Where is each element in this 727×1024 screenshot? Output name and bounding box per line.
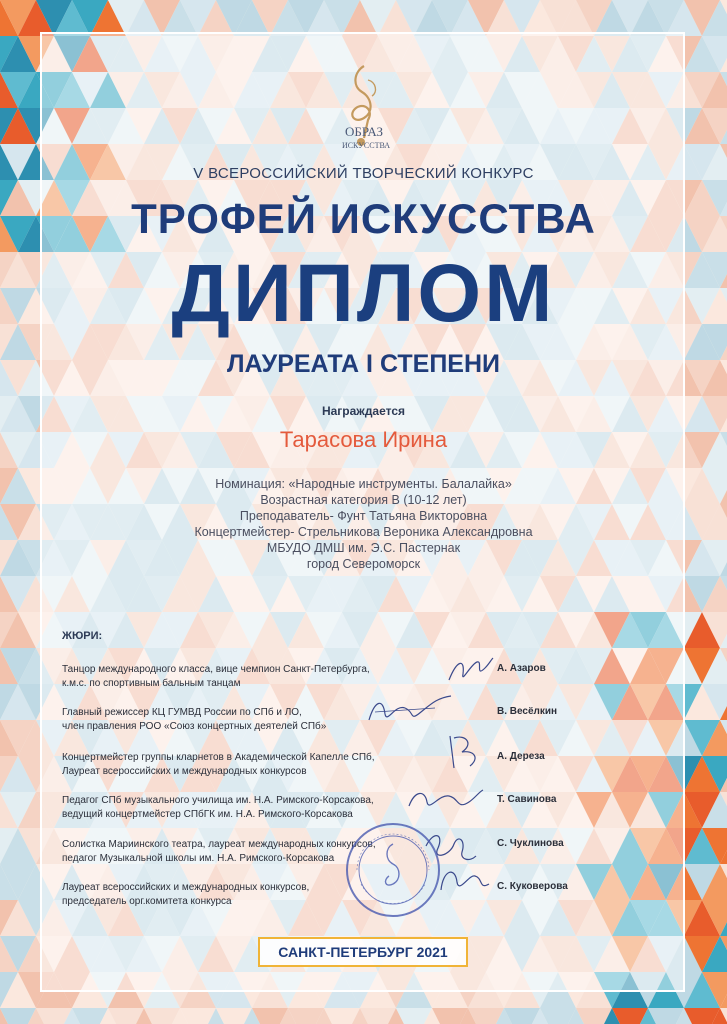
- jury-member-name: С. Куковерова: [497, 881, 568, 892]
- jury-member-name: А. Азаров: [497, 663, 546, 674]
- jury-desc-line: член правления РОО «Союз концертных деятелей СПб»: [62, 721, 327, 732]
- jury-desc-line: председатель орг.комитета конкурса: [62, 896, 232, 907]
- organization-stamp-icon: [343, 820, 443, 920]
- award-details: [0, 476, 727, 572]
- contest-title: ТРОФЕЙ ИСКУССТВА: [131, 195, 596, 242]
- detail-line: Концертмейстер- Стрельникова Вероника Александровна: [194, 525, 533, 539]
- jury-member-name: С. Чуклинова: [497, 838, 564, 849]
- detail-line: город Североморск: [306, 557, 421, 571]
- treble-clef-face-icon: [318, 58, 410, 156]
- jury-member-name: Т. Савинова: [497, 794, 557, 805]
- signature-veselkin: [365, 690, 455, 730]
- jury-member-description: [62, 794, 422, 822]
- jury-member: [62, 706, 662, 742]
- signature-azarov: [445, 654, 495, 688]
- detail-line: Номинация: «Народные инструменты. Балалайка»: [215, 477, 512, 491]
- jury-member: [62, 751, 662, 787]
- jury-desc-line: педагог Музыкальной школы им. Н.А. Римского-Корсакова: [62, 853, 335, 864]
- contest-subtitle: V ВСЕРОССИЙСКИЙ ТВОРЧЕСКИЙ КОНКУРС: [193, 165, 534, 182]
- awarded-label: Награждается: [321, 404, 406, 418]
- jury-desc-line: Педагог СПб музыкального училища им. Н.А. Римского-Корсакова,: [62, 795, 374, 806]
- jury-member: [62, 663, 662, 699]
- jury-desc-line: Солистка Мариинского театра, лауреат международных конкурсов,: [62, 839, 376, 850]
- detail-line: МБУДО ДМШ им. Э.С. Пастернак: [266, 541, 461, 555]
- city-year-label: САНКТ-ПЕТЕРБУРГ 2021: [258, 937, 468, 967]
- document-type-heading: ДИПЛОМ: [171, 248, 556, 339]
- detail-line: Возрастная категория В (10-12 лет): [260, 493, 467, 507]
- laureate-degree: ЛАУРЕАТА I СТЕПЕНИ: [227, 350, 500, 378]
- jury-title: ЖЮРИ:: [62, 630, 103, 642]
- signature-dereza: [440, 728, 490, 772]
- signature-kukoverova: [435, 860, 495, 900]
- jury-member-name: В. Весёлкин: [497, 706, 558, 717]
- jury-member-description: [62, 751, 422, 779]
- logo-text-line2: ИСКУССТВА: [341, 141, 391, 150]
- recipient-name: Тарасова Ирина: [279, 427, 448, 452]
- jury-desc-line: ведущий концертмейстер СПбГК им. Н.А. Римского-Корсакова: [62, 809, 353, 820]
- detail-line: Преподаватель- Фунт Татьяна Викторовна: [239, 509, 488, 523]
- jury-desc-line: Лауреат всероссийских и международных конкурсов: [62, 766, 307, 777]
- signature-savinova: [405, 782, 485, 816]
- jury-desc-line: Лауреат всероссийских и международных конкурсов,: [62, 882, 310, 893]
- jury-desc-line: Танцор международного класса, вице чемпион Санкт-Петербурга,: [62, 664, 370, 675]
- logo-text-line1: ОБРАЗ: [345, 124, 383, 139]
- jury-desc-line: к.м.с. по спортивным бальным танцам: [62, 678, 241, 689]
- jury-member-name: А. Дереза: [497, 751, 545, 762]
- logo: [318, 58, 410, 156]
- jury-desc-line: Главный режиссер КЦ ГУМВД России по СПб и ЛО,: [62, 707, 302, 718]
- jury-desc-line: Концертмейстер группы кларнетов в Академической Капелле СПб,: [62, 752, 375, 763]
- jury-member-description: [62, 663, 422, 691]
